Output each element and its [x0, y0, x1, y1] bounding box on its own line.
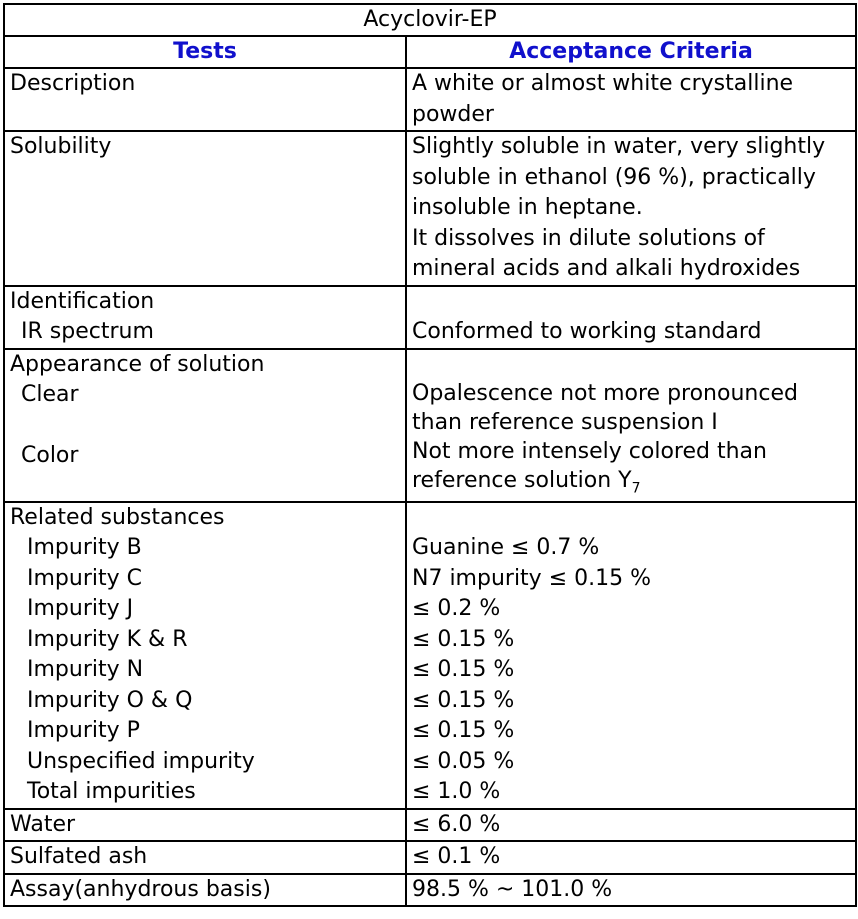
test-cell	[4, 131, 406, 286]
criteria-text: N7 impurity ≤ 0.15 %	[412, 565, 652, 591]
criteria-text	[412, 466, 850, 495]
test-subitem: IR spectrum	[21, 319, 154, 344]
criteria-text: Guanine ≤ 0.7 %	[412, 535, 600, 560]
criteria-text: Opalescence not more pronounced	[412, 380, 798, 406]
criteria-text-main: reference solution Y	[412, 467, 632, 493]
criteria-text: Slightly soluble in water, very slightly	[412, 134, 826, 159]
test-subitem: Color	[21, 443, 79, 468]
criteria-text: ≤ 0.15 %	[412, 687, 515, 713]
criteria-text: ≤ 0.15 %	[412, 657, 515, 682]
criteria-text: Conformed to working standard	[412, 319, 762, 344]
criteria-cell	[406, 349, 856, 502]
table-row	[4, 841, 856, 874]
criteria-text	[412, 350, 850, 379]
criteria-cell	[406, 131, 856, 286]
criteria-text	[412, 503, 850, 534]
table-row	[4, 809, 856, 842]
column-header-tests: Tests	[4, 36, 406, 68]
specification-table	[3, 3, 857, 907]
criteria-cell	[406, 809, 856, 842]
table-row	[4, 349, 856, 502]
test-cell	[4, 68, 406, 131]
test-name: Solubility	[10, 134, 112, 159]
title-row	[4, 4, 856, 36]
criteria-text: A white or almost white crystalline	[412, 71, 794, 96]
test-cell	[4, 349, 406, 502]
test-subitem: Impurity P	[27, 718, 140, 743]
test-subitem: Unspecified impurity	[27, 748, 255, 774]
criteria-text: ≤ 0.05 %	[412, 748, 515, 774]
test-subitem: Impurity B	[27, 535, 142, 560]
criteria-text: It dissolves in dilute solutions of	[412, 225, 765, 251]
spacer	[10, 411, 400, 442]
test-name: Sulfated ash	[10, 844, 148, 869]
test-name: Water	[10, 811, 76, 837]
criteria-cell	[406, 286, 856, 349]
criteria-text: than reference suspension I	[412, 409, 718, 435]
criteria-text: insoluble in heptane.	[412, 195, 643, 220]
test-name: Appearance of solution	[10, 351, 265, 377]
table-row	[4, 68, 856, 131]
test-name: Related substances	[10, 504, 225, 530]
criteria-text: Not more intensely colored than	[412, 438, 767, 464]
test-name: Assay(anhydrous basis)	[10, 876, 271, 902]
table-row	[4, 286, 856, 349]
table-row	[4, 131, 856, 286]
test-name: Identification	[10, 288, 155, 314]
criteria-text: ≤ 1.0 %	[412, 779, 501, 804]
subscript-seven: 7	[631, 479, 641, 496]
criteria-text: ≤ 0.15 %	[412, 718, 515, 743]
criteria-text: ≤ 0.15 %	[412, 626, 515, 652]
test-subitem: Clear	[21, 382, 79, 407]
criteria-text: ≤ 0.2 %	[412, 596, 501, 621]
criteria-cell	[406, 874, 856, 907]
criteria-cell	[406, 502, 856, 809]
test-subitem: Impurity N	[27, 657, 144, 682]
criteria-text: 98.5 % ~ 101.0 %	[412, 876, 613, 902]
test-subitem: Impurity C	[27, 565, 142, 591]
criteria-text: ≤ 6.0 %	[412, 811, 501, 837]
criteria-text: powder	[412, 101, 494, 127]
criteria-text	[412, 287, 850, 318]
test-subitem: Total impurities	[27, 779, 196, 804]
test-cell	[4, 874, 406, 907]
test-subitem: Impurity O & Q	[27, 687, 193, 713]
test-cell	[4, 286, 406, 349]
table-row	[4, 502, 856, 809]
criteria-text: ≤ 0.1 %	[412, 844, 501, 869]
test-cell	[4, 809, 406, 842]
test-subitem: Impurity J	[27, 596, 134, 621]
criteria-text: soluble in ethanol (96 %), practically	[412, 164, 816, 190]
table-row	[4, 874, 856, 907]
criteria-cell	[406, 841, 856, 874]
test-cell	[4, 841, 406, 874]
header-row	[4, 36, 856, 68]
criteria-cell	[406, 68, 856, 131]
column-header-criteria: Acceptance Criteria	[406, 36, 856, 68]
test-name: Description	[10, 71, 136, 96]
test-subitem: Impurity K & R	[27, 626, 188, 652]
test-cell	[4, 502, 406, 809]
table-title: Acyclovir-EP	[4, 4, 856, 36]
criteria-text: mineral acids and alkali hydroxides	[412, 256, 801, 281]
